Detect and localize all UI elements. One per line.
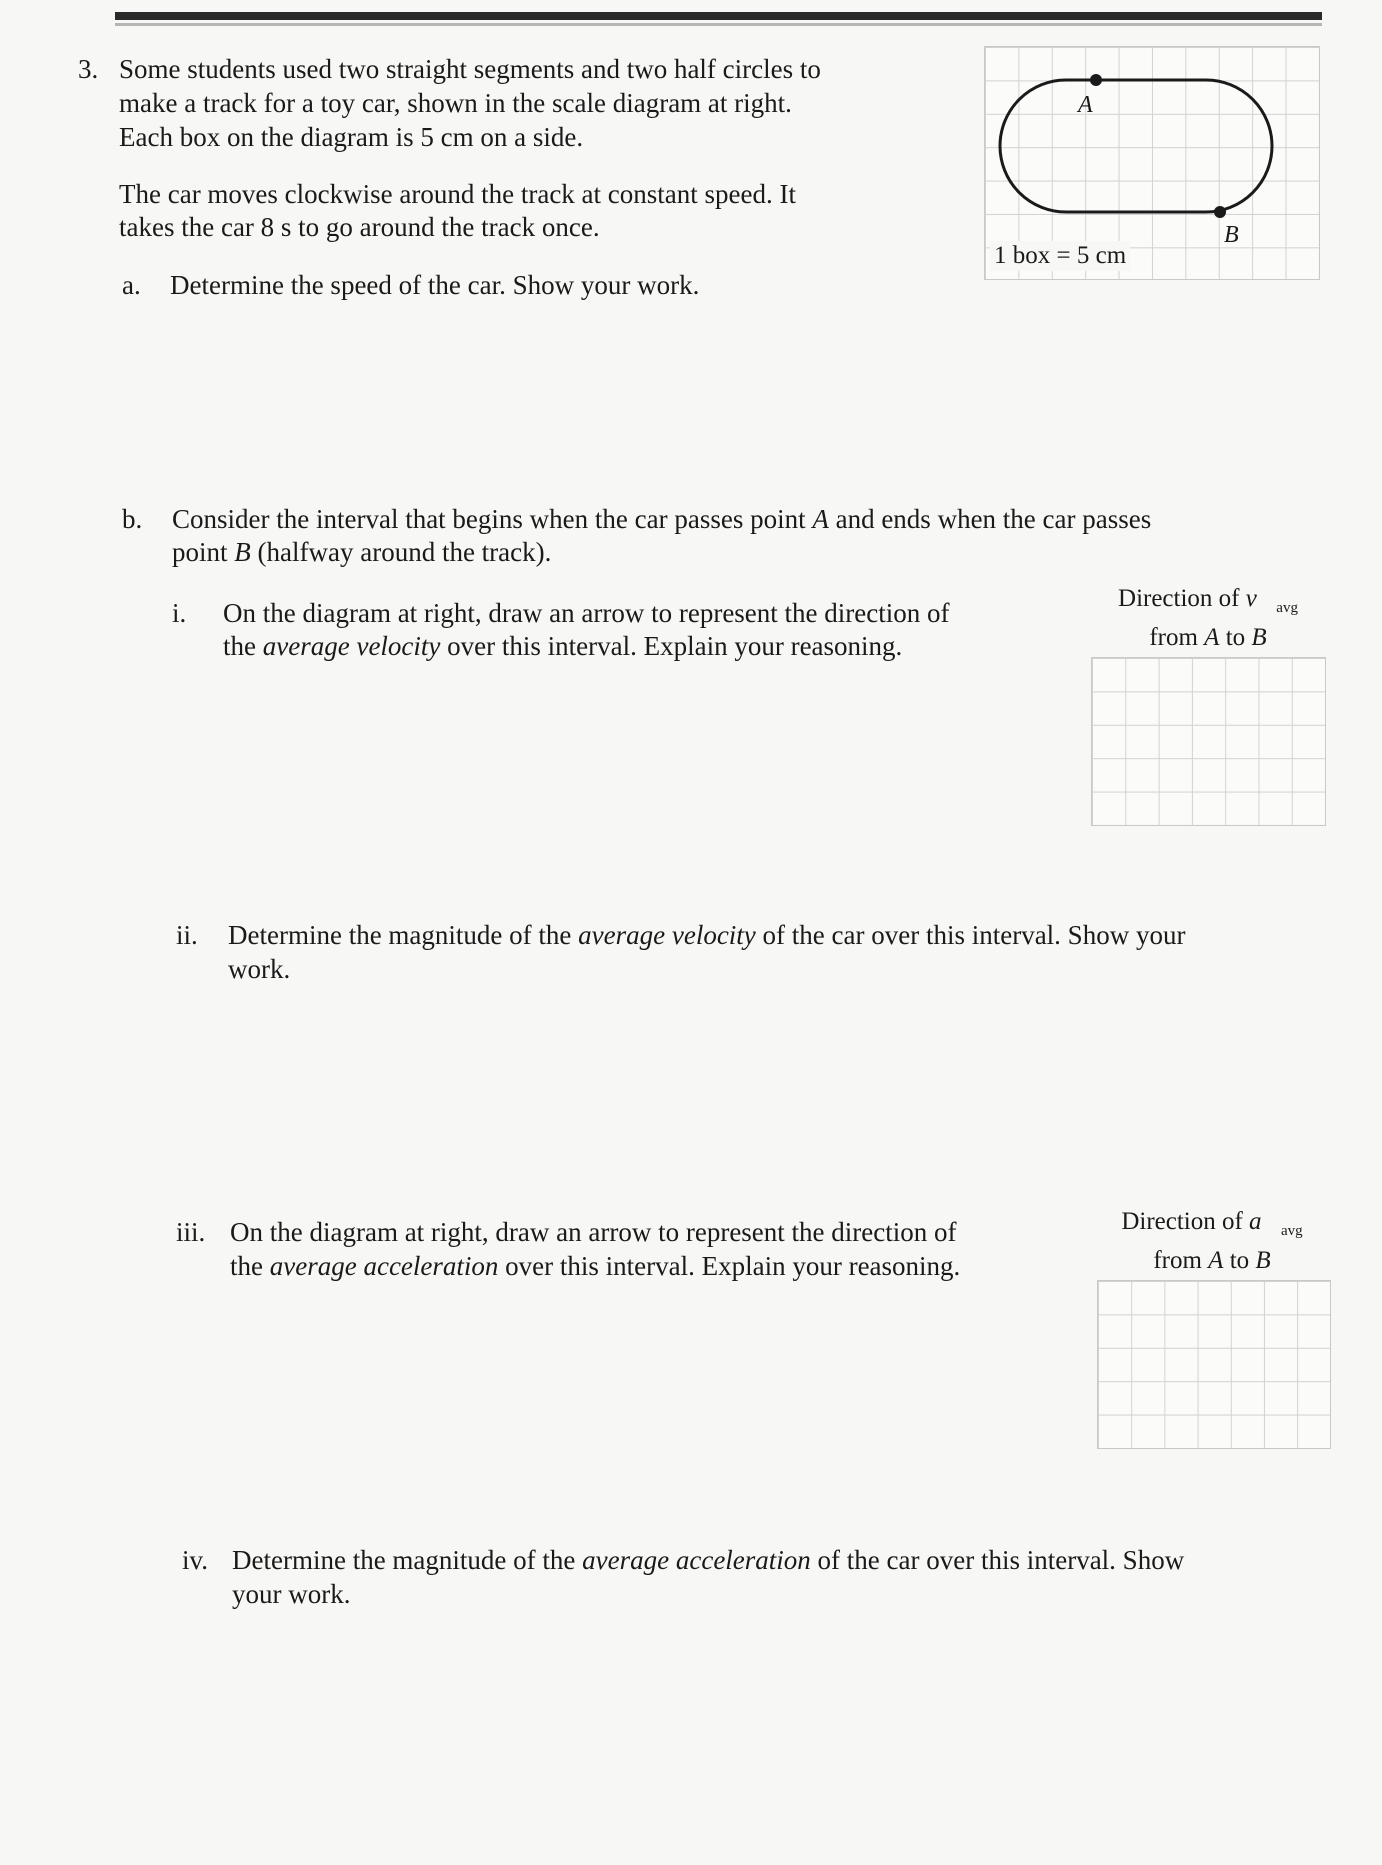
scale-caption: 1 box = 5 cm (990, 241, 1130, 271)
motion-line-1: The car moves clockwise around the track at constant speed. It (119, 179, 796, 209)
part-bi-label: i. (172, 598, 187, 628)
part-bii-line-1: Determine the magnitude of the average velocity of the car over this interval. Show your (228, 920, 1186, 950)
part-bii-line-2: work. (228, 954, 291, 984)
point-b-label: B (1224, 222, 1239, 248)
point-a-dot (1090, 74, 1102, 86)
part-biv-line-1: Determine the magnitude of the average acceleration of the car over this interval. Show (232, 1545, 1185, 1575)
point-b-dot (1214, 206, 1226, 218)
velocity-caption-line-2: from A to B (1149, 624, 1267, 651)
acceleration-caption-line-1: Direction of $a⃗_{avg}$ (1121, 1208, 1303, 1239)
intro-line-3: Each box on the diagram is 5 cm on a side. (119, 122, 584, 152)
part-biv-label: iv. (182, 1545, 208, 1575)
header-rule (115, 12, 1322, 20)
part-b-line-2: point B (halfway around the track). (172, 537, 552, 567)
header-rule-thin (115, 23, 1322, 26)
part-a-label: a. (122, 270, 141, 300)
point-a-label: A (1078, 92, 1093, 118)
velocity-caption-line-1: Direction of $v⃗_{avg}$ (1118, 585, 1298, 616)
intro-line-2: make a track for a toy car, shown in the scale diagram at right. (119, 88, 792, 118)
acceleration-caption-line-2: from A to B (1153, 1247, 1271, 1274)
part-biii-line-2: the average acceleration over this interval. Explain your reasoning. (230, 1251, 961, 1281)
intro-line-1: Some students used two straight segments and two half circles to (119, 54, 821, 84)
part-bi-line-1: On the diagram at right, draw an arrow to represent the direction of (223, 598, 950, 628)
track-path (1000, 80, 1272, 212)
part-a-text: Determine the speed of the car. Show your work. (170, 270, 700, 300)
acceleration-direction-grid[interactable] (1097, 1280, 1331, 1449)
motion-line-2: takes the car 8 s to go around the track once. (119, 212, 600, 242)
part-bi-line-2: the average velocity over this interval. Explain your reasoning. (223, 631, 903, 661)
problem-number: 3. (78, 54, 99, 84)
part-biii-line-1: On the diagram at right, draw an arrow to represent the direction of (230, 1217, 957, 1247)
part-bii-label: ii. (176, 920, 198, 950)
part-b-label: b. (122, 504, 143, 534)
part-biv-line-2: your work. (232, 1579, 351, 1609)
velocity-direction-grid[interactable] (1091, 657, 1326, 826)
velocity-direction-caption (1108, 584, 1308, 653)
part-b-line-1: Consider the interval that begins when the car passes point A and ends when the car passes (172, 504, 1152, 534)
part-biii-label: iii. (176, 1217, 206, 1247)
acceleration-direction-caption (1112, 1207, 1312, 1276)
